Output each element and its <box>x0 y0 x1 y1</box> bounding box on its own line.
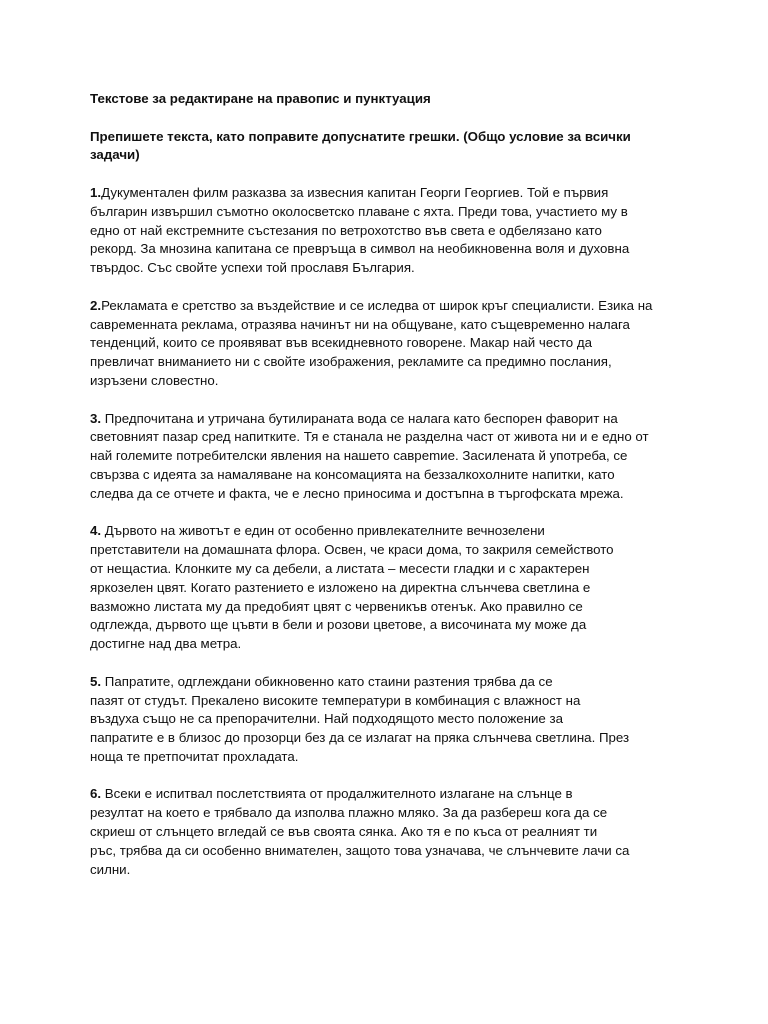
task-1 <box>90 184 690 278</box>
document-body <box>90 90 690 879</box>
task-line: най големите потребителски явления на нашето саврemие. Засилената й употреба, се <box>90 448 628 464</box>
task-line <box>90 785 690 804</box>
task-text: Дукументален филм разказва за извесния капитан Георги Георгиев. Той е първия <box>101 184 609 200</box>
instruction-line: задачи) <box>90 147 140 163</box>
task-line: яркозелен цвят. Когато разтението е изложено на директна слънчева светлина е <box>90 579 591 595</box>
task-line: пазят от студът. Прекалено високите температури в комбинация с влажност на <box>90 692 581 708</box>
task-line: савременната реклама, отразява начинът ни на общуване, като същевременно налага <box>90 316 630 332</box>
task-line: скриеш от слънцето вгледай се във своята сянка. Ако тя е по къса от реалният ти <box>90 824 598 840</box>
task-line: силни. <box>90 861 131 877</box>
task-line: българин извършил съмотно околосветско плаване с яхта. Преди това, участието му в <box>90 203 628 219</box>
task-line: папратите е в близос до прозорци без да се излагат на пряка слънчева светлина. През <box>90 730 630 746</box>
task-line: резултат на което е трябвало да изполва плажно мляко. За да разбереш кога да се <box>90 805 608 821</box>
task-line <box>90 184 690 203</box>
task-4 <box>90 522 690 654</box>
task-line: тенденций, които се проявяват във всекидневното говорене. Макар най често да <box>90 335 593 351</box>
task-3 <box>90 410 690 504</box>
task-line: от нещастиа. Клонките му са дебели, а листата – месести гладки и с характерен <box>90 560 590 576</box>
task-number: 3. <box>90 410 102 426</box>
task-line: изръзени словестно. <box>90 372 219 388</box>
task-line: рекорд. За мнозина капитана се превръща в символ на необикновенна воля и духовна <box>90 241 630 257</box>
task-text: Всеки е испитвал послетствията от продалжителното излагане на слънце в <box>101 786 573 802</box>
task-6 <box>90 785 690 879</box>
task-line: претставители на домашната флора. Освен, че краси дома, то закриля семейството <box>90 542 614 558</box>
task-line: твърдос. Със свойте успехи той прославя България. <box>90 260 415 276</box>
task-line <box>90 673 690 692</box>
task-line: вазможно листата му да предобият цвят с червеникъв отенък. Ако правилно се <box>90 598 583 614</box>
task-number: 4. <box>90 523 102 539</box>
task-line: едно от най екстремните състезания по ветрохотство във света е одбелязано като <box>90 222 602 238</box>
task-line: превличат вниманието ни с свойте изображения, рекламите са предимно послания, <box>90 354 612 370</box>
task-line: достигне над два метра. <box>90 636 242 652</box>
task-number: 5. <box>90 673 102 689</box>
task-text: Рекламата е сретство за въздействие и се иследва от широк кръг специалисти. Езика на <box>101 297 653 313</box>
task-line <box>90 297 690 316</box>
task-number: 1. <box>90 184 102 200</box>
task-text: Дървото на животът е един от особенно привлекателните вечнозелени <box>101 523 545 539</box>
task-line: въздуха също не са препорачителни. Най подходящото место положение за <box>90 711 563 727</box>
task-line: следва да се отчете и факта, че е лесно приносима и достъпна в търгофската мрежа. <box>90 485 624 501</box>
task-5 <box>90 673 690 767</box>
task-line <box>90 410 690 429</box>
task-line: световният пазар сред напитките. Тя е станала не разделна част от живота ни и е едно от <box>90 429 649 445</box>
task-line <box>90 522 690 541</box>
task-line: одглежда, дървото ще цъвти в бели и розови цветове, а височината му може да <box>90 617 587 633</box>
task-number: 6. <box>90 786 102 802</box>
instruction-text <box>90 128 690 166</box>
page-title: Текстове за редактиране на правопис и пунктуация <box>90 91 431 106</box>
task-2 <box>90 297 690 391</box>
instruction-line: Препишете текста, като поправите допуснатите грешки. (Общо условие за всички <box>90 128 631 144</box>
task-text: Папратите, одглеждани обикновенно като стаини разтения трябва да се <box>101 673 553 689</box>
task-text: Предпочитана и утричана бутилираната вода се налага като беспорен фаворит на <box>101 410 618 426</box>
task-number: 2. <box>90 297 102 313</box>
task-line: ръс, трябва да си особенно внимателен, защото това узначава, че слънчевите лачи са <box>90 842 630 858</box>
task-line: свързва с идеята за намаляване на консомацията на беззалкохолните напитки, като <box>90 466 615 482</box>
task-line: ноща те претпочитат прохладата. <box>90 748 299 764</box>
